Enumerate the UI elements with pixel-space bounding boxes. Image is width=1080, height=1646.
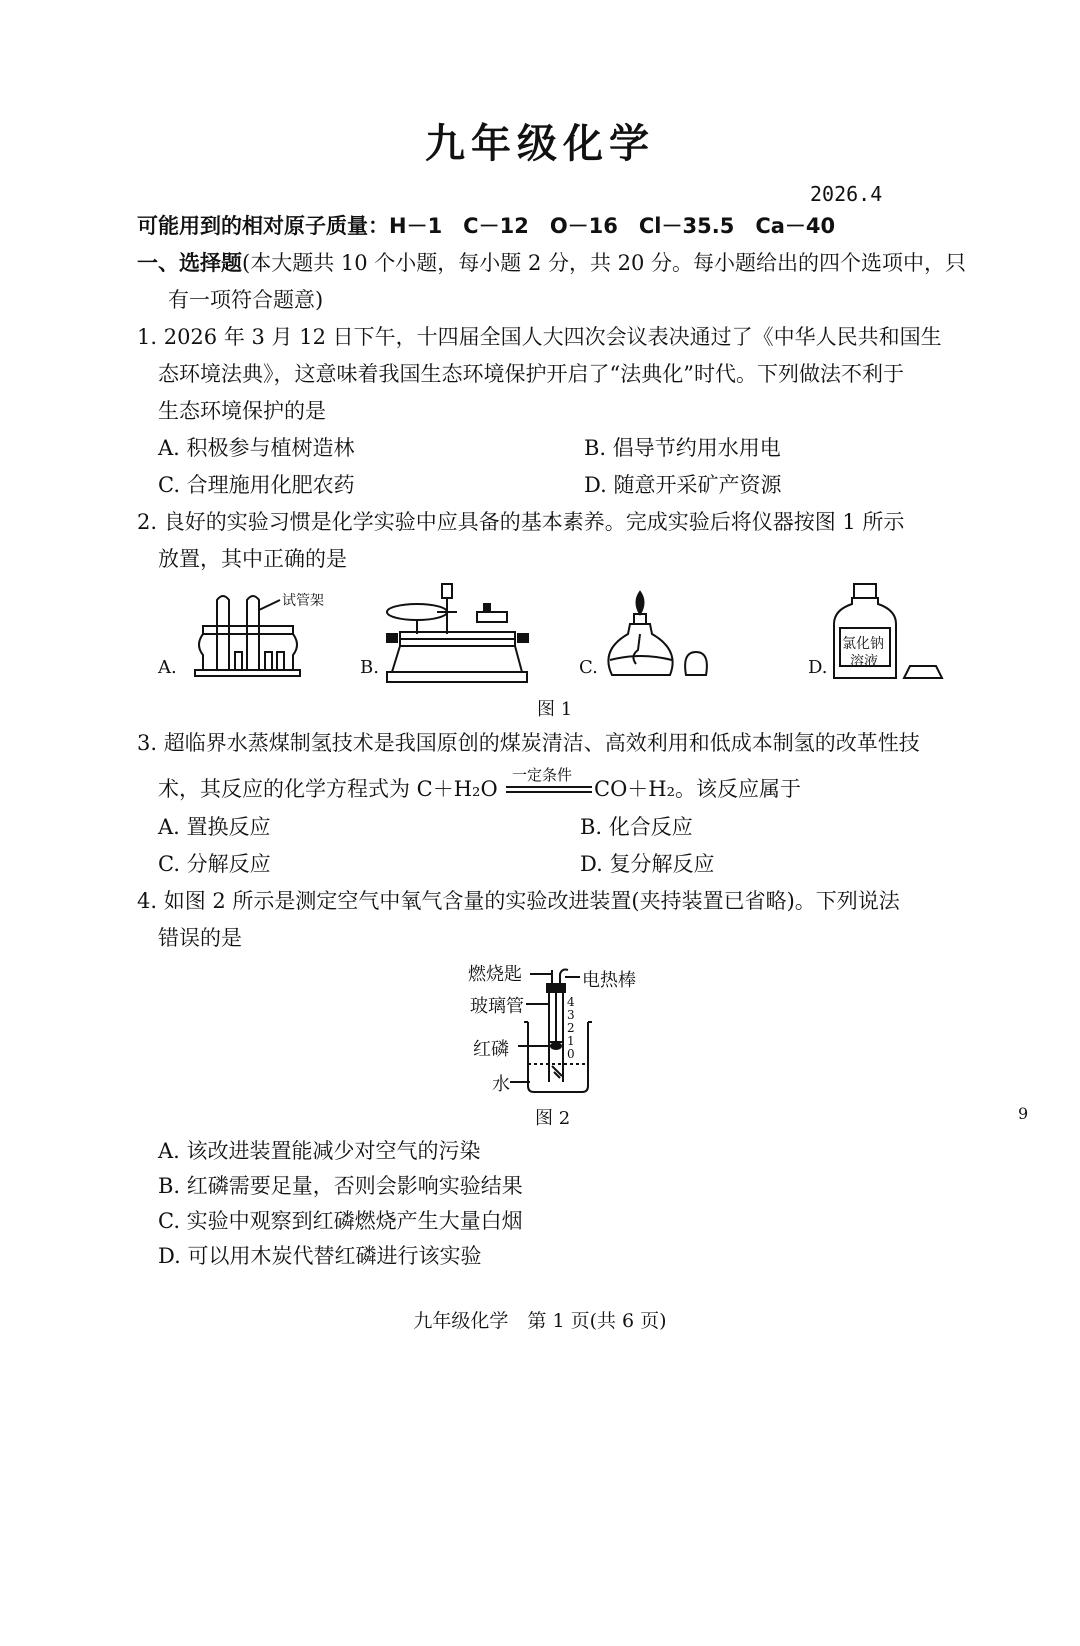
section1-desc: (本大题共 10 个小题，每小题 2 分，共 20 分。每小题给出的四个选项中，只 xyxy=(242,251,967,275)
q1-line3: 生态环境保护的是 xyxy=(158,399,326,423)
q2-option-b: B. xyxy=(360,657,379,678)
q4-line1: 4. 如图 2 所示是测定空气中氧气含量的实验改进装置(夹持装置已省略)。下列说法 xyxy=(137,889,900,913)
reaction-equals-sign xyxy=(506,786,592,794)
label-glass-tube: 玻璃管 xyxy=(470,996,524,1017)
tube-scale xyxy=(567,996,577,1061)
rack-label: 试管架 xyxy=(282,593,324,609)
bottle-label-1: 氯化钠 xyxy=(842,636,884,652)
q1-line2: 态环境法典》，这意味着我国生态环境保护开启了“法典化”时代。下列做法不利于 xyxy=(158,362,904,386)
balance-figure xyxy=(382,582,532,692)
q1-option-c: C. 合理施用化肥农药 xyxy=(158,473,355,497)
q4-option-b: B. 红磷需要足量，否则会影响实验结果 xyxy=(158,1174,523,1198)
scale-mark: 0 xyxy=(567,1047,575,1061)
q3-option-c: C. 分解反应 xyxy=(158,852,271,876)
section1-desc-line2: 有一项符合题意) xyxy=(168,288,324,312)
q2-option-a: A. xyxy=(158,657,177,678)
q3-line2-post: CO＋H₂。该反应属于 xyxy=(594,777,802,801)
scale-mark: 3 xyxy=(567,1008,575,1022)
alcohol-lamp-figure xyxy=(600,590,720,690)
q3-line1: 3. 超临界水蒸煤制氢技术是我国原创的煤炭清洁、高效利用和低成本制氢的改革性技 xyxy=(137,731,920,755)
reaction-condition: 一定条件 xyxy=(512,766,573,784)
q1-option-d: D. 随意开采矿产资源 xyxy=(584,473,782,497)
label-spoon: 燃烧匙 xyxy=(468,964,522,985)
page-title: 九年级化学 xyxy=(425,121,655,167)
q4-option-d: D. 可以用木炭代替红磷进行该实验 xyxy=(158,1244,482,1268)
q2-line2: 放置，其中正确的是 xyxy=(158,547,347,571)
q4-option-c: C. 实验中观察到红磷燃烧产生大量白烟 xyxy=(158,1209,523,1233)
q3-option-b: B. 化合反应 xyxy=(580,815,693,839)
figure2-caption: 图 2 xyxy=(535,1108,571,1129)
label-red-phosphorus: 红磷 xyxy=(473,1039,509,1060)
label-water: 水 xyxy=(492,1074,510,1095)
q1-option-a: A. 积极参与植树造林 xyxy=(158,436,355,460)
bottle-label-2: 溶液 xyxy=(850,654,878,670)
exam-date: 2026.4 xyxy=(810,182,883,206)
section1-line1 xyxy=(137,248,966,278)
scale-mark: 4 xyxy=(567,995,575,1009)
q3-option-d: D. 复分解反应 xyxy=(580,852,715,876)
q2-option-c: C. xyxy=(579,657,598,678)
scale-mark: 2 xyxy=(567,1021,575,1035)
q1-line1: 1. 2026 年 3 月 12 日下午，十四届全国人大四次会议表决通过了《中华人民共和国生 xyxy=(137,325,942,349)
page-footer: 九年级化学 第 1 页(共 6 页) xyxy=(413,1310,667,1332)
q2-option-d: D. xyxy=(808,657,828,678)
section1-heading: 一、选择题 xyxy=(137,251,242,275)
q3-option-a: A. 置换反应 xyxy=(158,815,271,839)
q4-line2: 错误的是 xyxy=(158,926,242,950)
q4-option-a: A. 该改进装置能减少对空气的污染 xyxy=(158,1139,481,1163)
q2-line1: 2. 良好的实验习惯是化学实验中应具备的基本素养。完成实验后将仪器按图 1 所示 xyxy=(137,510,905,534)
figure1-caption: 图 1 xyxy=(537,699,573,720)
scale-mark: 1 xyxy=(567,1034,575,1048)
q3-line2-pre: 术，其反应的化学方程式为 C＋H₂O xyxy=(158,777,498,801)
margin-mark: 9 xyxy=(1018,1104,1029,1123)
q1-option-b: B. 倡导节约用水用电 xyxy=(584,436,781,460)
atomic-masses: 可能用到的相对原子质量：H－1 C－12 O－16 Cl－35.5 Ca－40 xyxy=(137,214,836,238)
oxygen-apparatus-figure xyxy=(510,962,610,1097)
label-heating-rod: 电热棒 xyxy=(582,970,636,991)
